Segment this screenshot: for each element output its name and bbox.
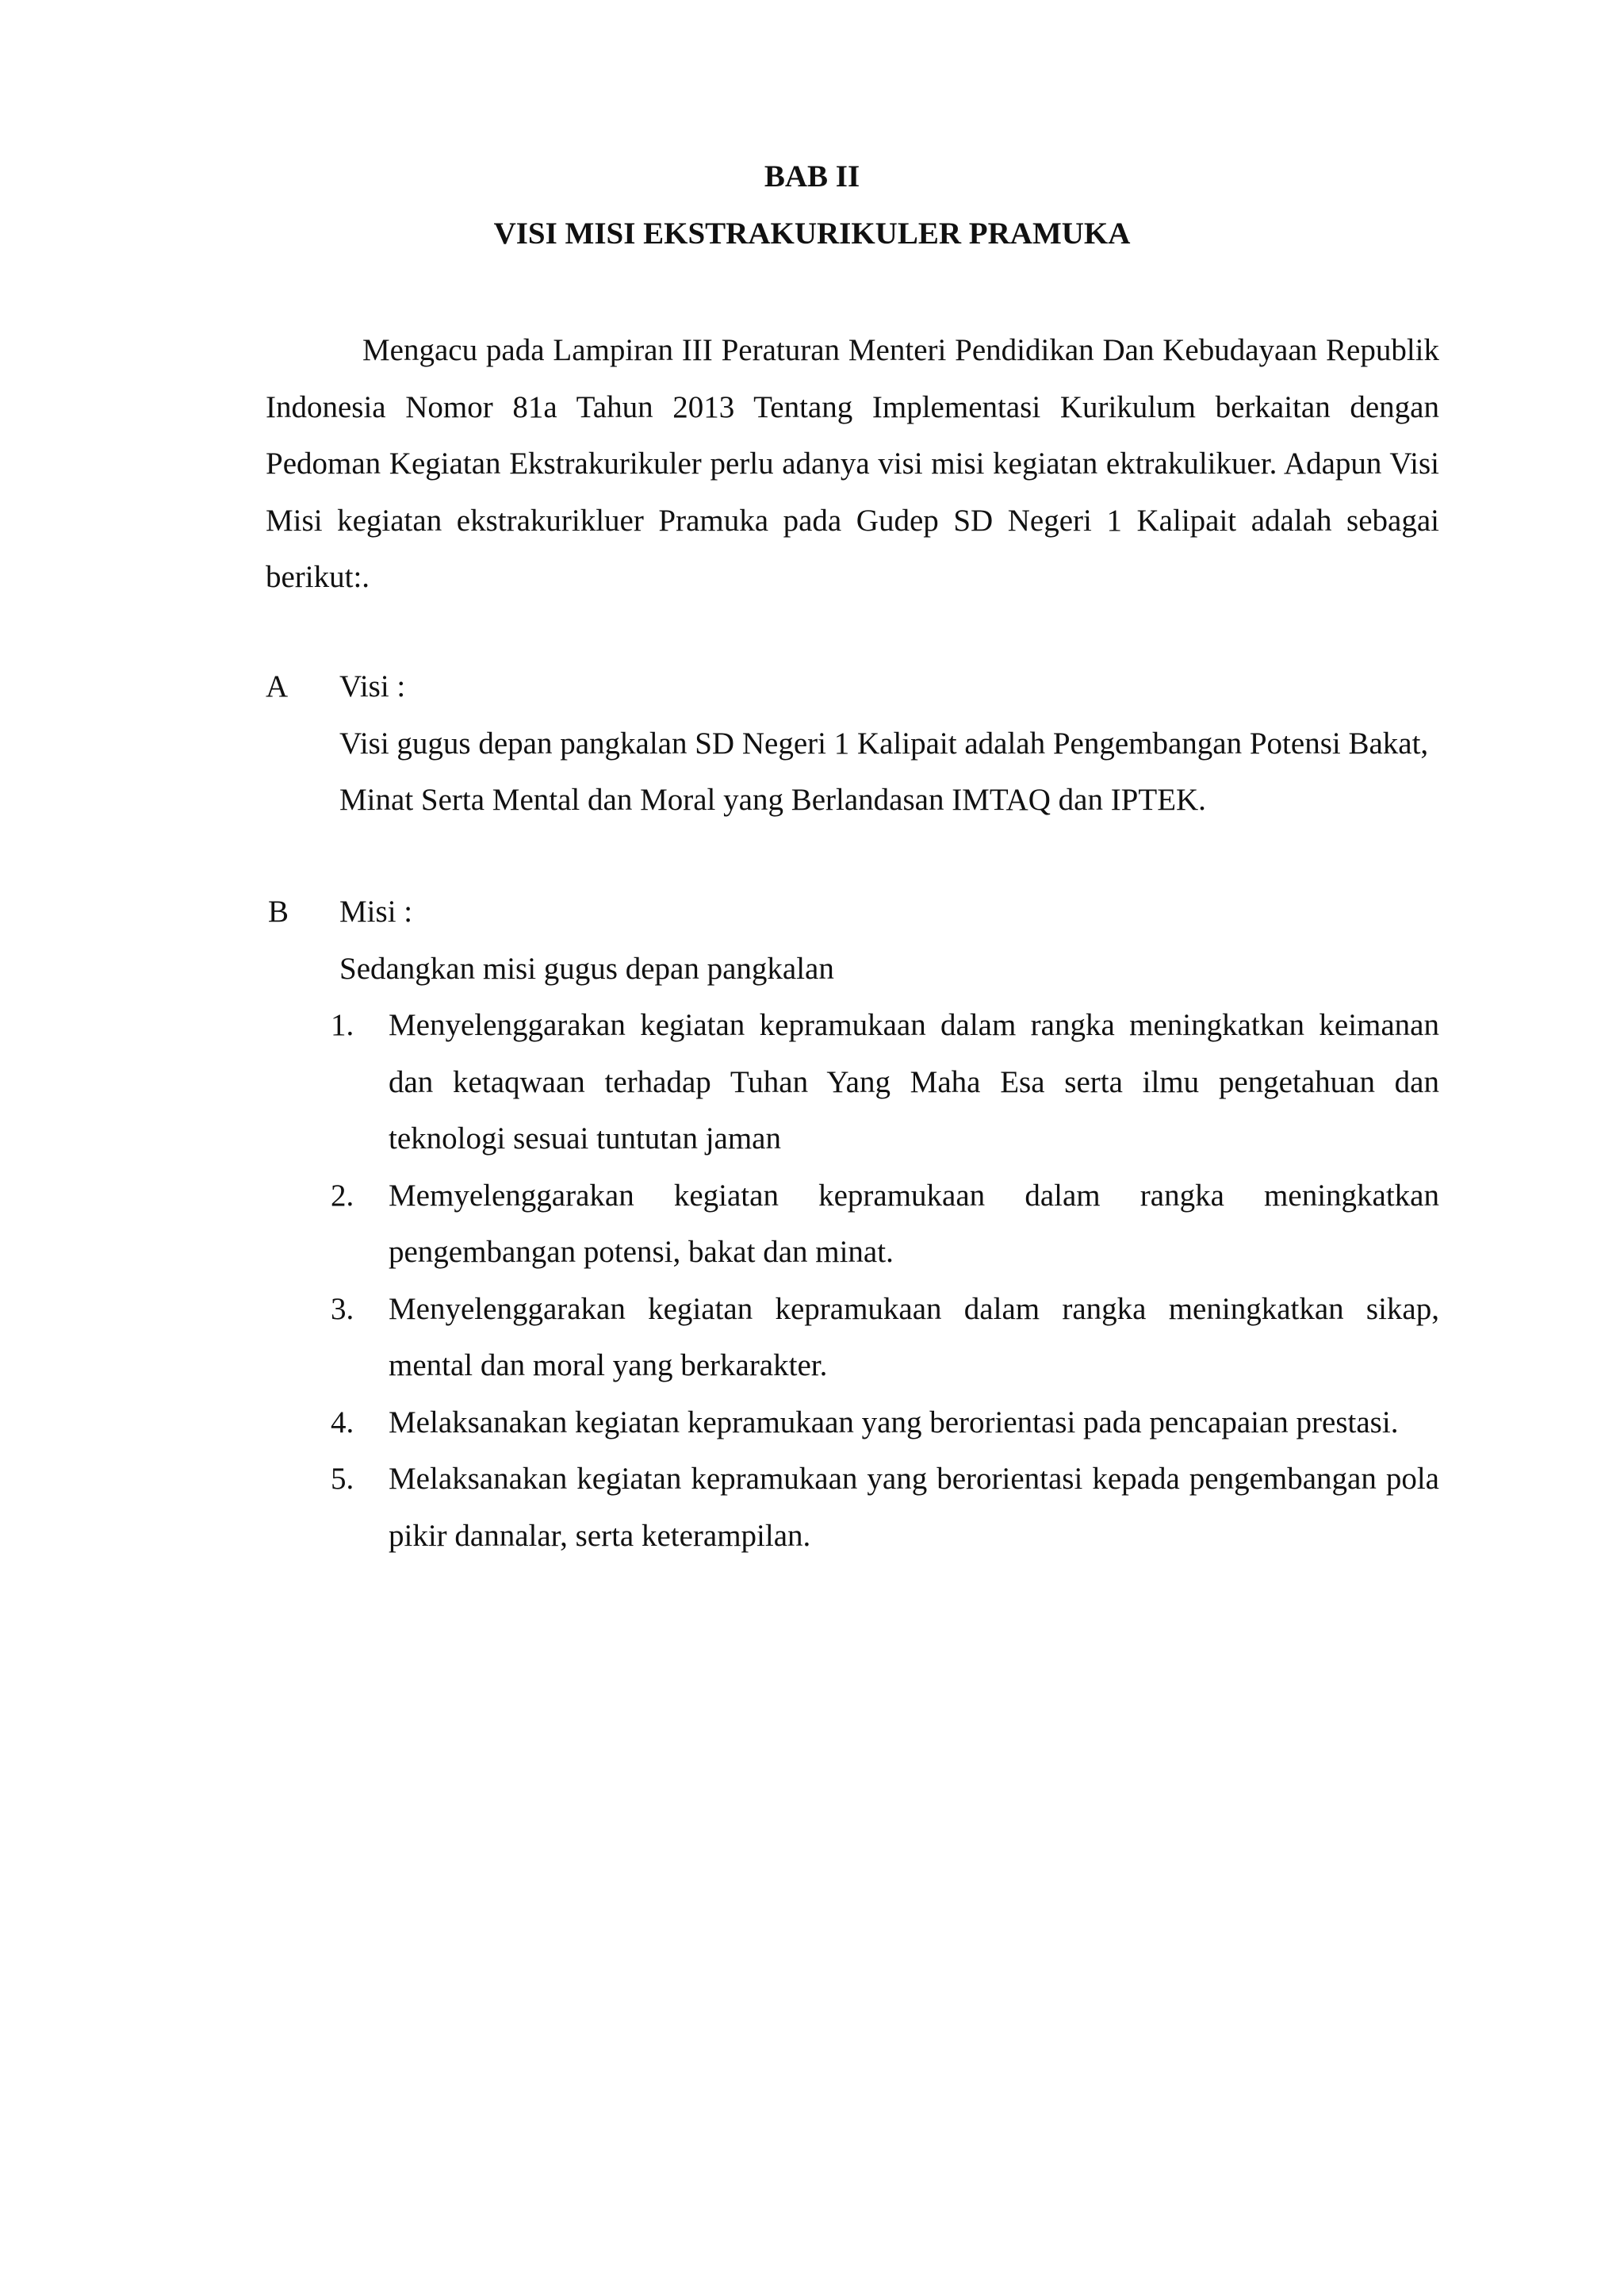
misi-section-letter: B [268,895,289,929]
misi-list-item [266,1451,1439,1564]
misi-item-text: Melaksanakan kegiatan kepramukaan yang berorientasi kepada pengembangan pola pikir dannalar, serta keterampilan. [389,1462,1439,1553]
misi-item-number: 1. [331,1008,354,1042]
visi-section-title: Visi : [339,669,406,703]
visi-section [266,658,1439,829]
misi-intro: Sedangkan misi gugus depan pangkalan [339,951,834,986]
misi-item-number: 4. [331,1405,354,1439]
intro-paragraph: Mengacu pada Lampiran III Peraturan Menteri Pendidikan Dan Kebudayaan Republik Indonesia Nomor 81a Tahun 2013 Tentang Implementasi Kurikulum berkaitan dengan Pedoman Kegiatan Ekstrakurikuler perlu adanya visi misi kegiatan ektrakulikuer. Adapun Visi Misi kegiatan ekstrakurikluer Pramuka pada Gudep SD Negeri 1 Kalipait adalah sebagai berikut:. [266,333,1439,594]
misi-item-number: 2. [331,1178,354,1213]
misi-list-item [266,1281,1439,1394]
visi-text: Visi gugus depan pangkalan SD Negeri 1 Kalipait adalah Pengembangan Potensi Bakat, Minat Serta Mental dan Moral yang Berlandasan IMTAQ dan IPTEK. [339,726,1429,817]
misi-item-number: 5. [331,1462,354,1496]
misi-section [266,884,1439,1564]
misi-list-item [266,1394,1439,1451]
chapter-title: VISI MISI EKSTRAKURIKULER PRAMUKA [493,217,1131,251]
misi-item-text: Menyelenggarakan kegiatan kepramukaan dalam rangka meningkatkan sikap, mental dan moral yang berkarakter. [389,1291,1439,1382]
misi-item-text: Menyelenggarakan kegiatan kepramukaan dalam rangka meningkatkan keimanan dan ketaqwaan terhadap Tuhan Yang Maha Esa serta ilmu pengetahuan dan teknologi sesuai tuntutan jaman [389,1008,1439,1156]
misi-header [266,884,1439,941]
misi-list-item [266,1167,1439,1281]
misi-section-title: Misi : [339,895,413,929]
visi-section-letter: A [266,669,289,703]
misi-item-text: Melaksanakan kegiatan kepramukaan yang berorientasi pada pencapaian prestasi. [389,1405,1399,1439]
chapter-heading: BAB II [764,159,860,194]
misi-list-item [266,997,1439,1167]
misi-list [266,997,1439,1564]
visi-header [266,658,1439,715]
misi-item-text: Memyelenggarakan kegiatan kepramukaan dalam rangka meningkatkan pengembangan potensi, bakat dan minat. [389,1178,1439,1269]
misi-item-number: 3. [331,1291,354,1326]
